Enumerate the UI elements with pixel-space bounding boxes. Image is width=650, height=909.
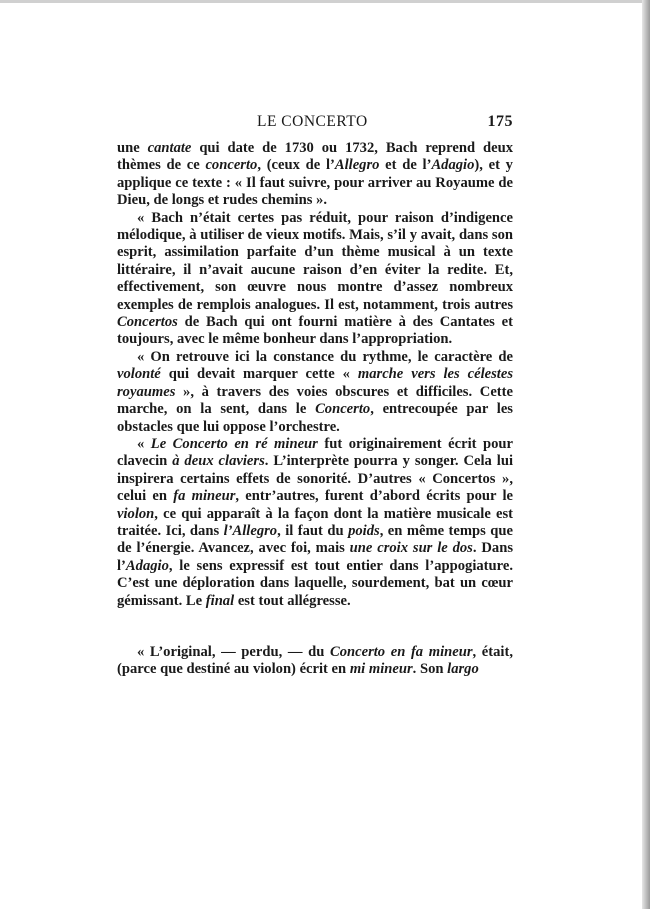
text-run: . Son: [412, 661, 448, 678]
running-title: LE CONCERTO: [257, 113, 368, 130]
text-run: de Bach qui ont fourni matière à des Cantates et toujours, avec le même bonheur dans l’appropriation.: [117, 314, 513, 348]
italic-run: Concertos: [117, 314, 178, 331]
italic-run: marche vers les célestes royaumes: [117, 366, 514, 400]
italic-run: Adagio: [431, 157, 475, 174]
italic-run: fa mineur: [173, 488, 236, 505]
text-run: , ce qui apparaît à la façon dont la matière musicale est traitée. Ici, dans: [117, 505, 513, 539]
italic-run: une croix sur le dos: [349, 540, 473, 557]
italic-run: volonté: [117, 366, 161, 383]
text-run: , était, (parce que destiné au violon) écrit en: [117, 643, 514, 678]
paragraph: [117, 140, 513, 210]
italic-run: concerto: [205, 157, 258, 174]
text-run: », à travers des voies obscures et difficiles. Cette marche, on la sent, dans le: [117, 383, 513, 418]
italic-run: Concerto en fa mineur: [329, 643, 473, 660]
italic-run: final: [205, 592, 235, 609]
text-run: . Dans l’: [117, 540, 514, 574]
italic-run: Allegro: [334, 157, 380, 174]
italic-run: poids: [348, 522, 380, 539]
text-run: qui date de 1730 ou 1732, Bach reprend deux thèmes de ce: [117, 140, 513, 174]
italic-run: à deux claviers: [172, 453, 265, 470]
italic-run: mi mineur: [349, 661, 413, 678]
paragraph: [117, 349, 513, 436]
text-run: et de l’: [379, 157, 432, 174]
text-run: , entr’autres, furent d’abord écrits pour le: [235, 488, 513, 505]
page-number: 175: [487, 113, 513, 130]
section-gap: [117, 610, 513, 644]
text-run: , le sens expressif est tout entier dans l’appogiature. C’est une déploration dans laquelle, sourdement, bat un cœur gémissant. Le: [117, 557, 513, 609]
italic-run: violon: [117, 505, 155, 522]
page-edge-right: [642, 0, 650, 909]
text-run: fut originairement écrit pour clavecin: [117, 435, 513, 470]
text-run: , en même temps que de l’énergie. Avancez, avec foi, mais: [117, 522, 514, 557]
text-run: , entrecoupée par les obstacles que lui oppose l’orchestre.: [117, 401, 513, 435]
text-run: qui devait marquer cette «: [160, 366, 358, 383]
text-run: ), et y applique ce texte : « Il faut suivre, pour arriver au Royaume de Dieu, de longs et rudes chemins ».: [117, 157, 513, 209]
text-run: . L’interprète pourra y songer. Cela lui inspirera certains effets de sonorité. D’autres « Concertos », celui en: [117, 453, 514, 505]
text-run: une: [117, 140, 148, 156]
italic-run: Concerto: [315, 401, 371, 418]
text-run: « On retrouve ici la constance du rythme, le caractère de: [137, 348, 513, 365]
text-run: , (ceux de l’: [257, 157, 335, 174]
paragraph: [117, 436, 513, 610]
text-run: est tout allégresse.: [234, 592, 351, 609]
paragraph: [117, 210, 513, 349]
body-text: [117, 140, 513, 679]
italic-run: largo: [447, 661, 479, 678]
paragraph: [117, 644, 513, 679]
running-header: [117, 113, 513, 133]
italic-run: l’Allegro: [223, 522, 278, 539]
italic-run: cantate: [147, 140, 192, 156]
text-run: « Bach n’était certes pas réduit, pour raison d’indigence mélodique, à utiliser de vieux motifs. Mais, s’il y avait, dans son esprit, assimilation parfaite d’un thème musical à un texte littéraire, il n’avait aucune raison d’en éviter la redite. Et, effectivement, son œuvre nous montre d’assez nombreux exemples de remplois analogues. Il est, notamment, trois autres: [117, 209, 513, 313]
page-edge-top: [0, 0, 650, 3]
text-run: , il faut du: [277, 522, 349, 539]
italic-run: Adagio: [125, 557, 169, 574]
italic-run: Le Concerto en ré mineur: [150, 435, 318, 452]
text-run: « L’original, — perdu, — du: [137, 643, 330, 660]
text-run: «: [137, 435, 151, 452]
